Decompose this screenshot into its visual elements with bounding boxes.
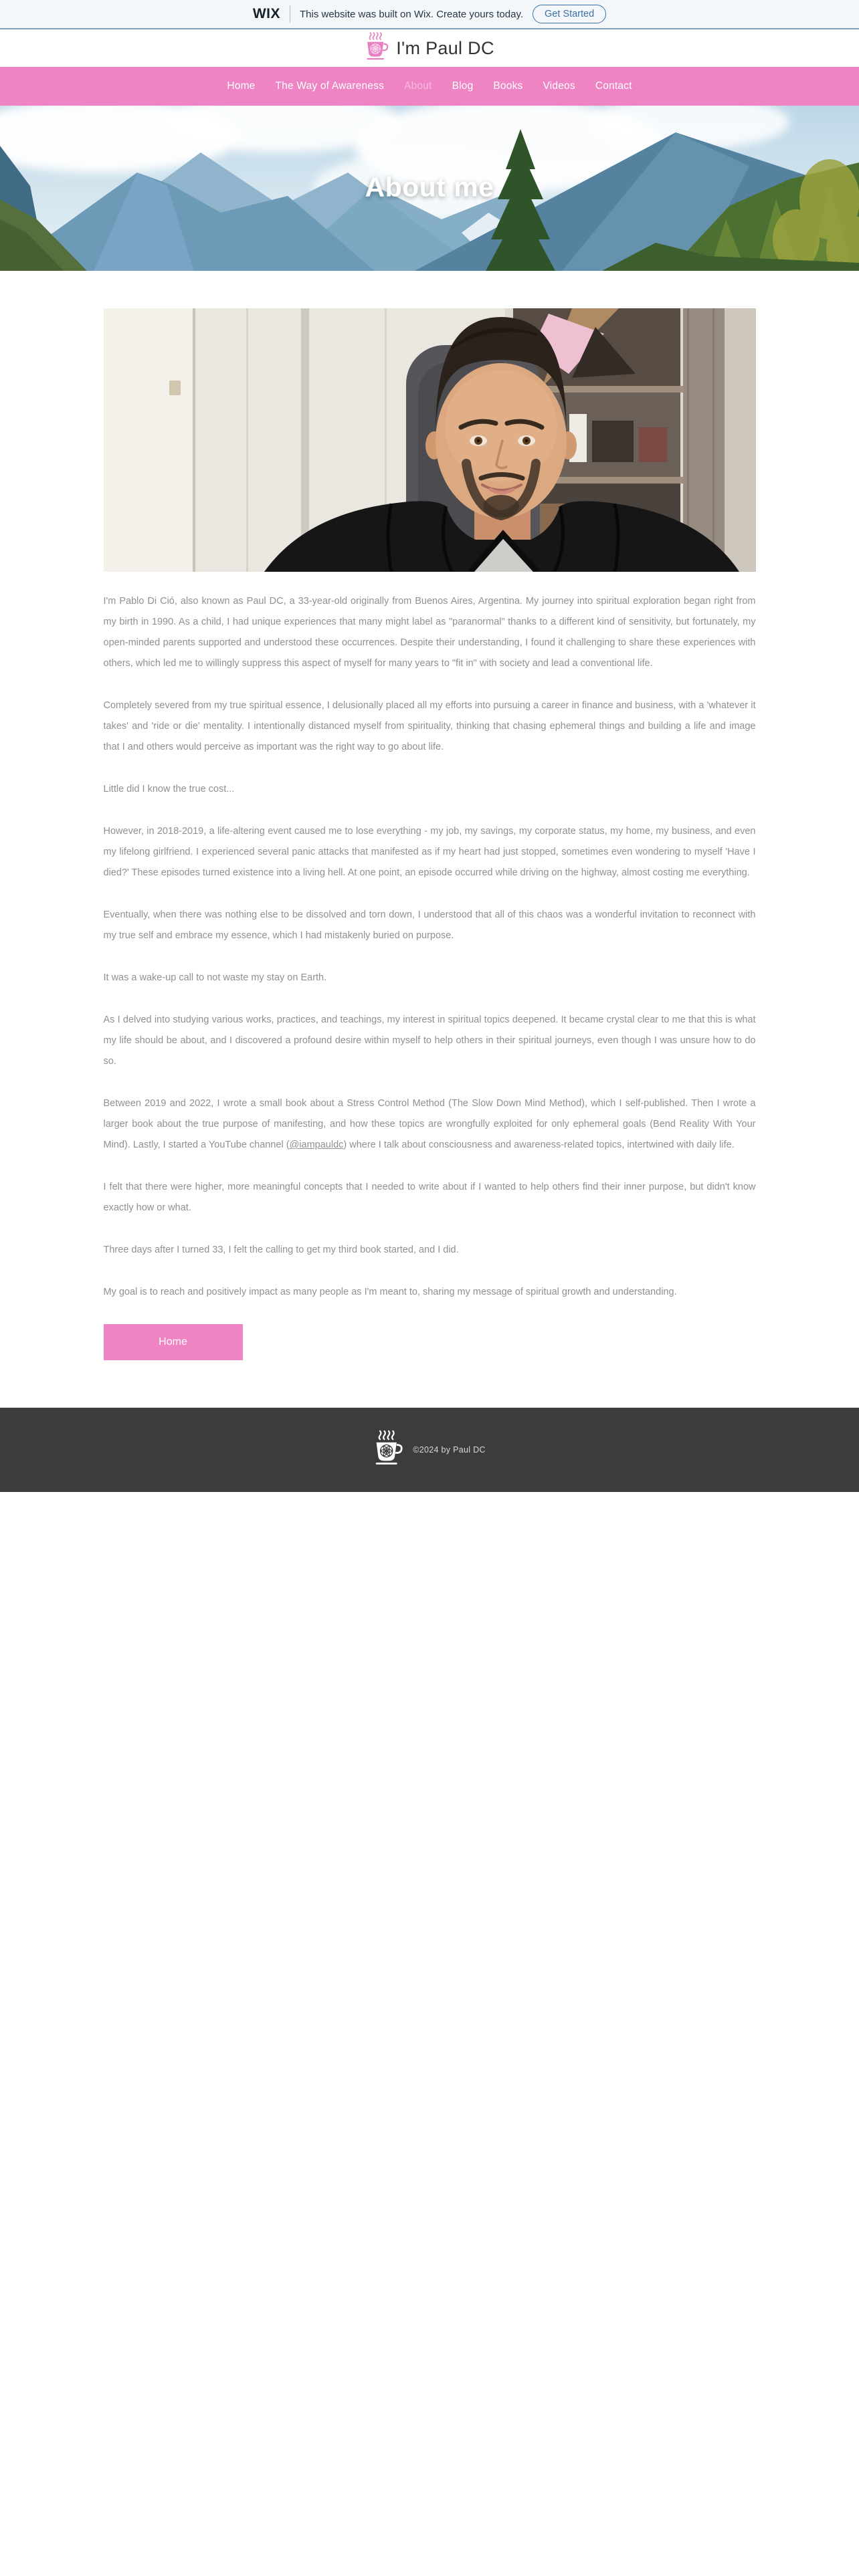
about-paragraph: My goal is to reach and positively impact as many people as I'm meant to, sharing my message of spiritual growth and understanding. <box>103 1287 677 1297</box>
page-title: About me <box>365 171 494 203</box>
about-paragraph: Between 2019 and 2022, I wrote a small book about a Stress Control Method (The Slow Down Mind Method), which I self-published. Then I wrote a larger book about the true purpose of manifesting, and how these topics are wrongfully exploited for only ephemeral goals (Bend Reality With Your Mind). Lastly, I started a YouTube channel (@iampauldc) where I talk about consciousness and awareness-related topics, intertwined with daily life. <box>103 1098 756 1150</box>
nav-item-contact[interactable]: Contact <box>595 80 632 92</box>
wix-logo[interactable]: WIX <box>252 6 280 21</box>
wix-banner <box>0 0 859 29</box>
about-paragraph: I'm Pablo Di Ció, also known as Paul DC, a 33-year-old originally from Buenos Aires, Argentina. My journey into spiritual exploration began right from my birth in 1990. As a child, I had unique experiences that many might label as "paranormal" thanks to a different kind of sensitivity, but fortunately, my open-minded parents supported and understood these occurrences. Despite their understanding, I found it challenging to share these experiences with others, which led me to willingly suppress this aspect of myself for many years to "fit in" with society and lead a conventional life. <box>103 596 756 669</box>
copyright-text: ©2024 by Paul DC <box>413 1445 486 1455</box>
nav-item-home[interactable]: Home <box>227 80 256 92</box>
nav-item-blog[interactable]: Blog <box>452 80 474 92</box>
main-content <box>104 271 756 1360</box>
about-paragraph: Eventually, when there was nothing else to be dissolved and torn down, I understood that all of this chaos was a wonderful invitation to reconnect with my true self and embrace my essence, which I had mistakenly buried on purpose. <box>103 909 756 941</box>
hero-banner <box>0 106 859 271</box>
coffee-cup-icon <box>373 1430 403 1471</box>
about-paragraph: Three days after I turned 33, I felt the calling to get my third book started, and I did. <box>103 1245 459 1255</box>
get-started-button[interactable]: Get Started <box>533 5 606 23</box>
profile-photo <box>104 308 756 572</box>
site-header <box>0 29 859 67</box>
about-paragraph: However, in 2018-2019, a life-altering event caused me to lose everything - my job, my savings, my corporate status, my home, my business, and even my lifelong girlfriend. I experienced several panic attacks that manifested as if my heart had just stopped, sometimes even wondering to myself 'Have I died?' These episodes turned existence into a living hell. At one point, an episode occurred while driving on the highway, almost costing me everything. <box>103 826 756 878</box>
wix-banner-message: This website was built on Wix. Create yours today. <box>299 8 524 20</box>
main-nav <box>0 67 859 106</box>
about-text <box>104 591 756 1303</box>
nav-item-books[interactable]: Books <box>493 80 523 92</box>
about-paragraph: As I delved into studying various works, practices, and teachings, my interest in spiritual topics deepened. It became crystal clear to me that this is what my life should be about, and I discovered a profound desire within myself to help others in their spiritual journeys, even though I was unsure how to do so. <box>103 1014 756 1067</box>
nav-item-the-way-of-awareness[interactable]: The Way of Awareness <box>275 80 385 92</box>
site-title[interactable]: I'm Paul DC <box>396 37 494 58</box>
about-paragraph: It was a wake-up call to not waste my stay on Earth. <box>103 972 327 983</box>
about-paragraph: I felt that there were higher, more meaningful concepts that I needed to write about if I wanted to help others find their inner purpose, but didn't know exactly how or what. <box>103 1182 756 1213</box>
coffee-cup-icon[interactable] <box>365 32 389 65</box>
about-paragraph: Little did I know the true cost... <box>103 784 235 794</box>
youtube-channel-link[interactable]: @iampauldc <box>289 1140 344 1150</box>
nav-item-videos[interactable]: Videos <box>543 80 575 92</box>
home-button[interactable]: Home <box>104 1324 243 1360</box>
nav-item-about[interactable]: About <box>404 80 432 92</box>
site-footer <box>0 1408 859 1492</box>
about-paragraph: Completely severed from my true spiritual essence, I delusionally placed all my efforts into pursuing a career in finance and business, with a 'whatever it takes' and 'ride or die' mentality. I intentionally distanced myself from spirituality, thinking that chasing ephemeral things and building a life and image that I and others would perceive as important was the right way to go about life. <box>103 700 756 752</box>
